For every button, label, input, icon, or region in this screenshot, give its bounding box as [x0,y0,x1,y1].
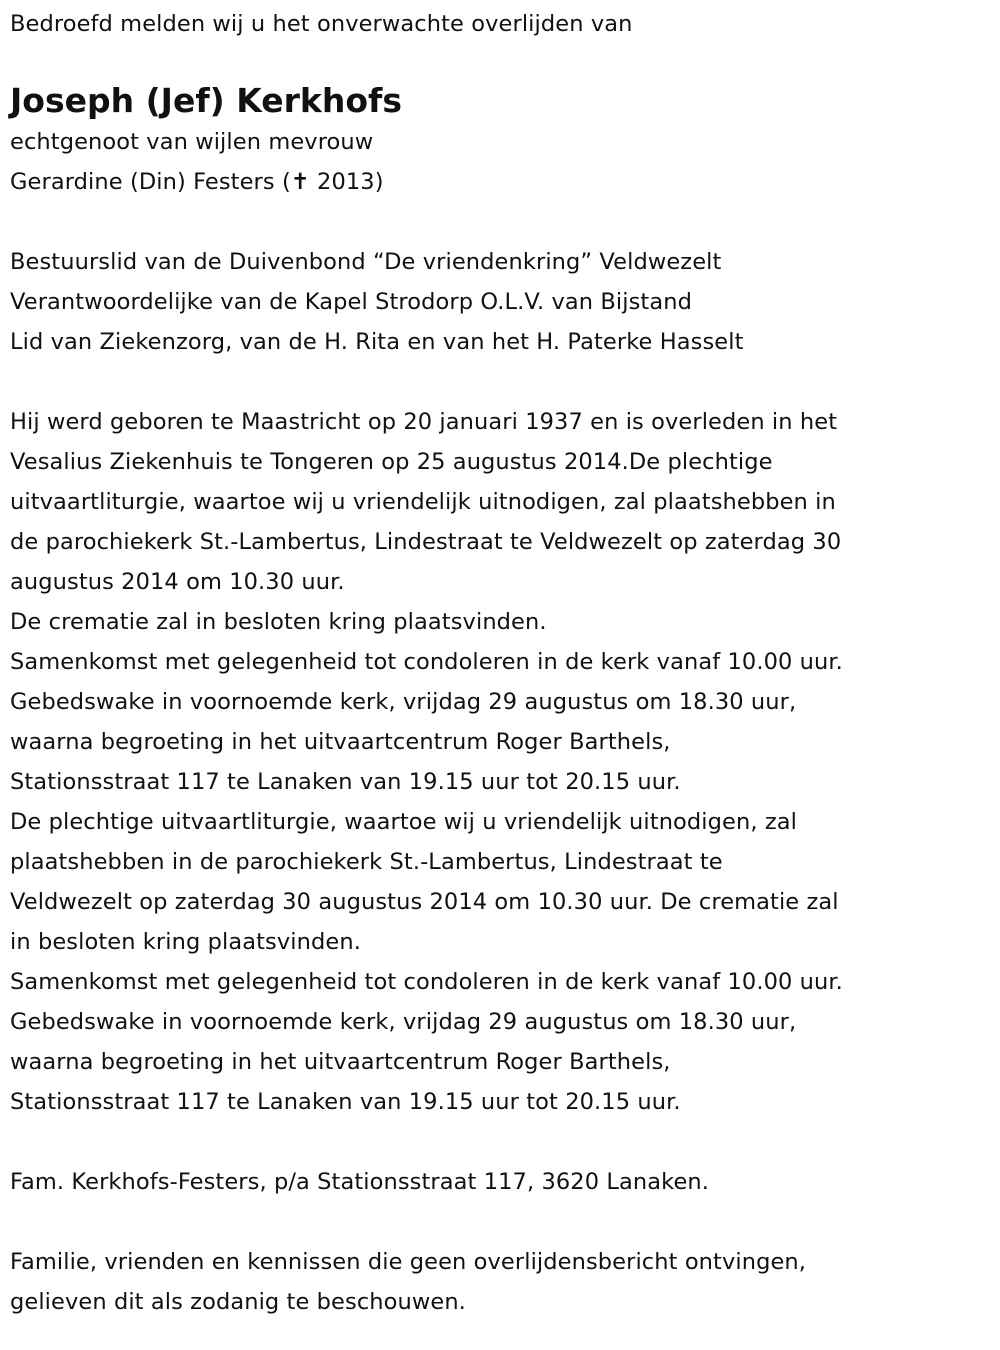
body-line: waarna begroeting in het uitvaartcentrum Roger Barthels, [10,729,671,755]
function-line: Verantwoordelijke van de Kapel Strodorp O.L.V. van Bijstand [10,289,692,315]
closing-line: Familie, vrienden en kennissen die geen overlijdensbericht ontvingen, [10,1249,807,1275]
closing-line: gelieven dit als zodanig te beschouwen. [10,1289,466,1315]
spouse-line: Gerardine (Din) Festers (✝ 2013) [10,169,384,195]
body-line: de parochiekerk St.-Lambertus, Lindestraat te Veldwezelt op zaterdag 30 [10,529,842,555]
body-line: augustus 2014 om 10.30 uur. [10,569,345,595]
spacer [10,1202,1000,1242]
body-line: Samenkomst met gelegenheid tot condoleren in de kerk vanaf 10.00 uur. [10,969,843,995]
spacer [10,1122,1000,1162]
body-line: Samenkomst met gelegenheid tot condoleren in de kerk vanaf 10.00 uur. [10,649,843,675]
body-line: Stationsstraat 117 te Lanaken van 19.15 uur tot 20.15 uur. [10,1089,681,1115]
function-line: Lid van Ziekenzorg, van de H. Rita en van het H. Paterke Hasselt [10,329,744,355]
spouse-line: echtgenoot van wijlen mevrouw [10,129,374,155]
family-address: Fam. Kerkhofs-Festers, p/a Stationsstraat 117, 3620 Lanaken. [10,1169,710,1195]
body-line: waarna begroeting in het uitvaartcentrum Roger Barthels, [10,1049,671,1075]
body-line: plaatshebben in de parochiekerk St.-Lambertus, Lindestraat te [10,849,723,875]
body-line: Gebedswake in voornoemde kerk, vrijdag 29 augustus om 18.30 uur, [10,689,797,715]
deceased-name: Joseph (Jef) Kerkhofs [10,81,403,120]
body-block [10,402,1000,1122]
function-line: Bestuurslid van de Duivenbond “De vriendenkring” Veldwezelt [10,249,722,275]
body-line: Veldwezelt op zaterdag 30 augustus 2014 om 10.30 uur. De crematie zal [10,889,839,915]
closing-block [10,1242,1000,1322]
body-line: De plechtige uitvaartliturgie, waartoe wij u vriendelijk uitnodigen, zal [10,809,797,835]
body-line: in besloten kring plaatsvinden. [10,929,361,955]
intro-text: Bedroefd melden wij u het onverwachte overlijden van [10,11,633,37]
functions-block [10,242,1000,362]
body-line: Gebedswake in voornoemde kerk, vrijdag 29 augustus om 18.30 uur, [10,1009,797,1035]
body-line: uitvaartliturgie, waartoe wij u vriendelijk uitnodigen, zal plaatshebben in [10,489,836,515]
spacer [10,202,1000,242]
body-line: Vesalius Ziekenhuis te Tongeren op 25 augustus 2014.De plechtige [10,449,773,475]
body-line: De crematie zal in besloten kring plaatsvinden. [10,609,547,635]
spacer [10,362,1000,402]
body-line: Stationsstraat 117 te Lanaken van 19.15 uur tot 20.15 uur. [10,769,681,795]
body-line: Hij werd geboren te Maastricht op 20 januari 1937 en is overleden in het [10,409,838,435]
spouse-block [10,122,1000,202]
